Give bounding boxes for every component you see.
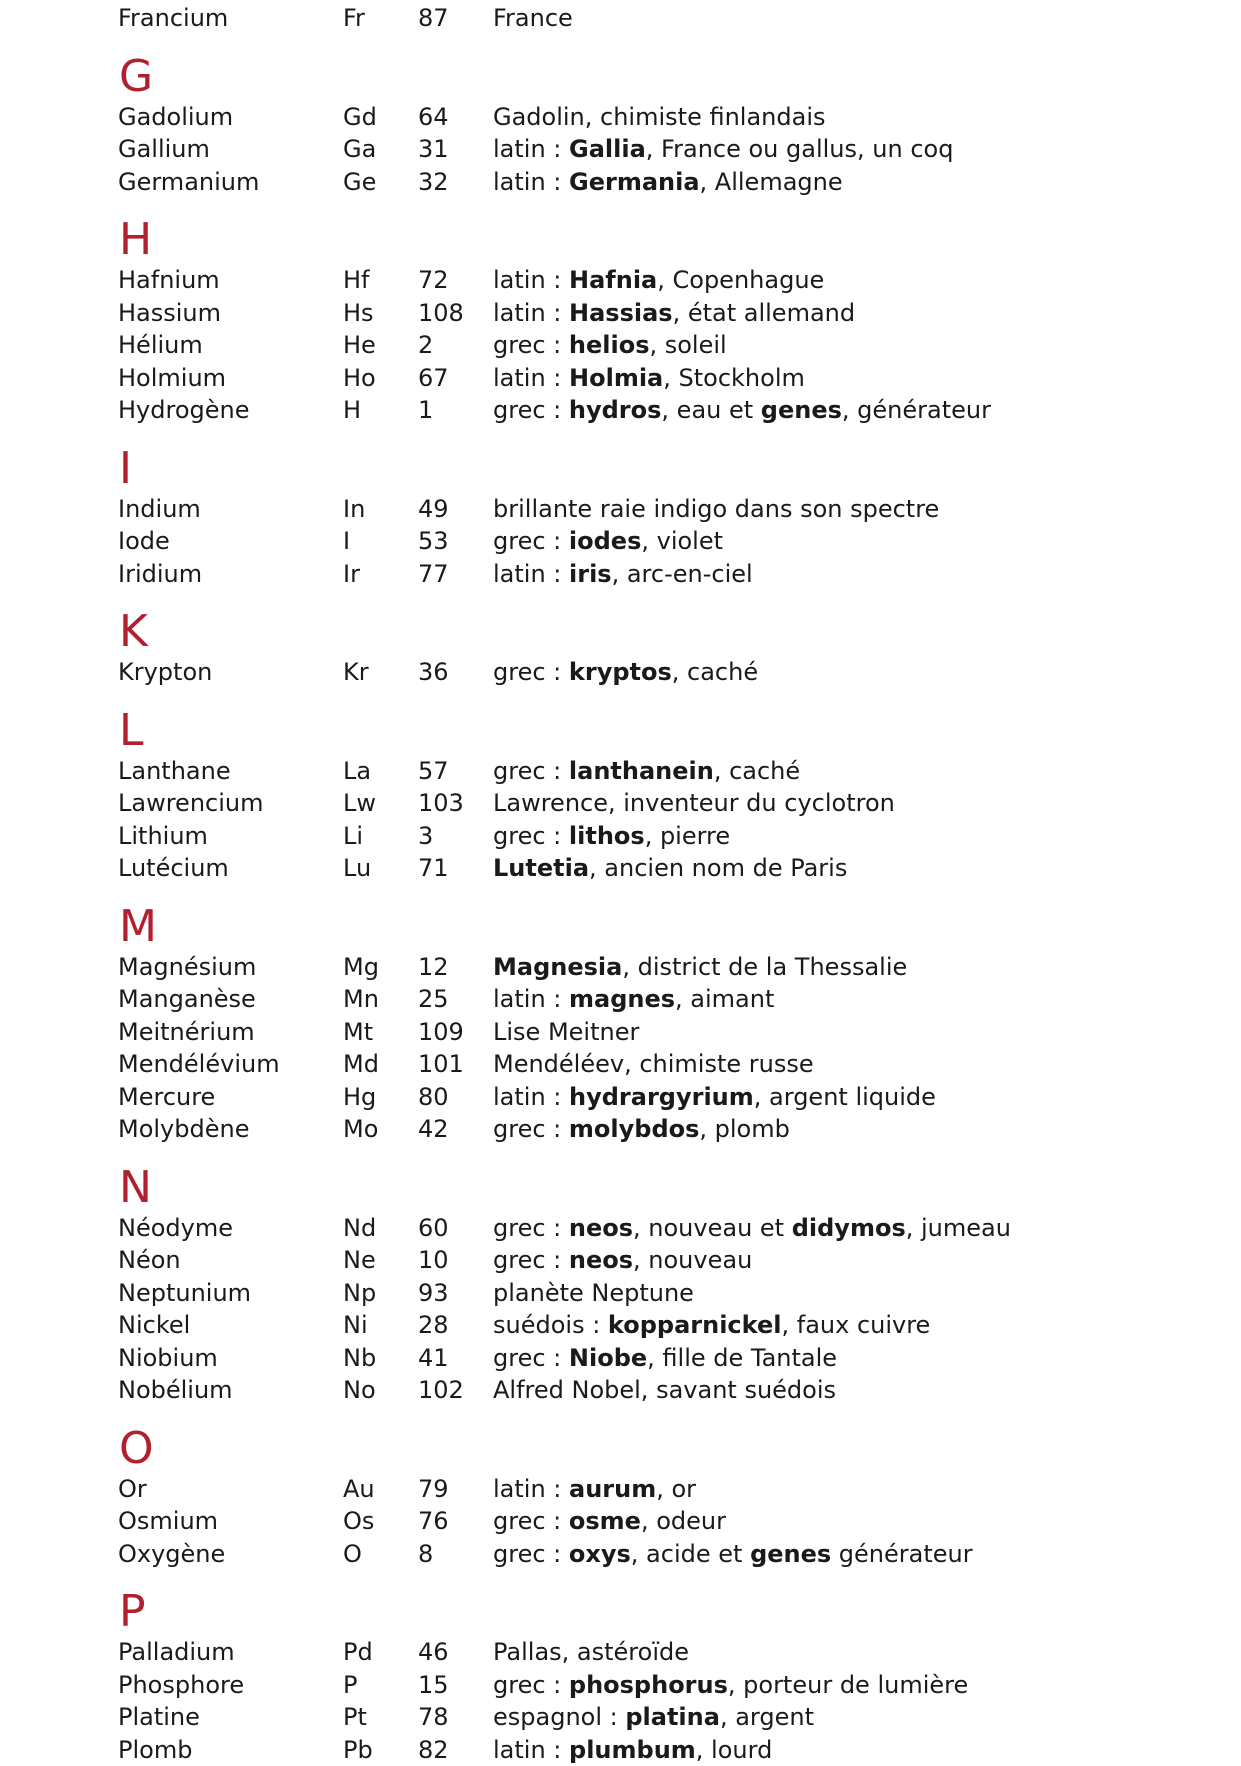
etymology xyxy=(493,1701,1218,1734)
etymology-root-word: hydros xyxy=(569,396,662,424)
element-name: Neptunium xyxy=(118,1277,343,1310)
element-symbol: Lu xyxy=(343,852,418,885)
etymology-root-word: molybdos xyxy=(569,1115,700,1143)
etymology-root-word: platina xyxy=(625,1703,720,1731)
atomic-number: 60 xyxy=(418,1212,493,1245)
atomic-number: 32 xyxy=(418,166,493,199)
element-symbol: Fr xyxy=(343,2,418,35)
element-symbol: Lw xyxy=(343,787,418,820)
etymology xyxy=(493,1505,1218,1538)
etymology-text: planète Neptune xyxy=(493,1279,694,1307)
atomic-number: 36 xyxy=(418,656,493,689)
section-letter: L xyxy=(118,709,1218,755)
etymology-text: grec : xyxy=(493,1214,569,1242)
element-name: Magnésium xyxy=(118,951,343,984)
etymology xyxy=(493,983,1218,1016)
etymology xyxy=(493,264,1218,297)
element-row xyxy=(118,656,1218,689)
etymology-root-word: hydrargyrium xyxy=(569,1083,754,1111)
etymology-text: France xyxy=(493,4,573,32)
section-letter: H xyxy=(118,218,1218,264)
etymology-text: , aimant xyxy=(675,985,774,1013)
element-name: Nickel xyxy=(118,1309,343,1342)
element-row xyxy=(118,493,1218,526)
etymology-root-word: genes xyxy=(761,396,842,424)
element-name: Iridium xyxy=(118,558,343,591)
element-row xyxy=(118,983,1218,1016)
etymology-text: , or xyxy=(656,1475,696,1503)
etymology-text: latin : xyxy=(493,1475,569,1503)
etymology-root-word: Hassias xyxy=(569,299,673,327)
element-symbol: Np xyxy=(343,1277,418,1310)
etymology-root-word: helios xyxy=(569,331,650,359)
element-row xyxy=(118,1669,1218,1702)
etymology-text: latin : xyxy=(493,985,569,1013)
element-row xyxy=(118,1734,1218,1766)
atomic-number: 3 xyxy=(418,820,493,853)
element-row xyxy=(118,1212,1218,1245)
etymology-text: , ancien nom de Paris xyxy=(589,854,847,882)
etymology-text: latin : xyxy=(493,135,569,163)
section-k xyxy=(118,610,1218,689)
element-row xyxy=(118,1309,1218,1342)
element-symbol: Nb xyxy=(343,1342,418,1375)
etymology xyxy=(493,1342,1218,1375)
etymology-text: , argent liquide xyxy=(754,1083,936,1111)
etymology-text: grec : xyxy=(493,396,569,424)
section-letter: I xyxy=(118,447,1218,493)
element-row xyxy=(118,951,1218,984)
etymology-text: latin : xyxy=(493,1083,569,1111)
etymology xyxy=(493,133,1218,166)
etymology-text: latin : xyxy=(493,266,569,294)
etymology-text: grec : xyxy=(493,822,569,850)
etymology xyxy=(493,297,1218,330)
element-name: Iode xyxy=(118,525,343,558)
atomic-number: 28 xyxy=(418,1309,493,1342)
element-symbol: Md xyxy=(343,1048,418,1081)
element-symbol: Ni xyxy=(343,1309,418,1342)
element-row xyxy=(118,852,1218,885)
atomic-number: 72 xyxy=(418,264,493,297)
etymology-text: générateur xyxy=(831,1540,972,1568)
element-name: Hydrogène xyxy=(118,394,343,427)
atomic-number: 101 xyxy=(418,1048,493,1081)
atomic-number: 82 xyxy=(418,1734,493,1766)
etymology-root-word: neos xyxy=(569,1214,633,1242)
element-name: Molybdène xyxy=(118,1113,343,1146)
element-row xyxy=(118,297,1218,330)
section-g xyxy=(118,55,1218,199)
element-symbol: P xyxy=(343,1669,418,1702)
etymology xyxy=(493,1277,1218,1310)
element-row xyxy=(118,2,1218,35)
element-symbol: O xyxy=(343,1538,418,1571)
element-name: Platine xyxy=(118,1701,343,1734)
section-letter: N xyxy=(118,1166,1218,1212)
etymology-text: latin : xyxy=(493,168,569,196)
element-symbol: Pb xyxy=(343,1734,418,1766)
element-symbol: Ge xyxy=(343,166,418,199)
element-name: Or xyxy=(118,1473,343,1506)
etymology-text: , jumeau xyxy=(906,1214,1011,1242)
element-row xyxy=(118,1081,1218,1114)
element-row xyxy=(118,1342,1218,1375)
element-name: Hafnium xyxy=(118,264,343,297)
element-name: Krypton xyxy=(118,656,343,689)
etymology xyxy=(493,951,1218,984)
atomic-number: 108 xyxy=(418,297,493,330)
etymology-root-word: Holmia xyxy=(569,364,663,392)
etymology-text: , Copenhague xyxy=(657,266,824,294)
etymology xyxy=(493,329,1218,362)
element-name: Palladium xyxy=(118,1636,343,1669)
etymology xyxy=(493,852,1218,885)
atomic-number: 1 xyxy=(418,394,493,427)
etymology-text: , porteur de lumière xyxy=(728,1671,968,1699)
atomic-number: 2 xyxy=(418,329,493,362)
etymology xyxy=(493,362,1218,395)
element-symbol: Ho xyxy=(343,362,418,395)
element-symbol: Ir xyxy=(343,558,418,591)
atomic-number: 53 xyxy=(418,525,493,558)
etymology-text: , district de la Thessalie xyxy=(622,953,907,981)
etymology-root-word: genes xyxy=(750,1540,831,1568)
element-row xyxy=(118,525,1218,558)
etymology-text: grec : xyxy=(493,1246,569,1274)
atomic-number: 77 xyxy=(418,558,493,591)
section-letter: P xyxy=(118,1590,1218,1636)
etymology-text: , France ou gallus, un coq xyxy=(646,135,954,163)
section-letter: G xyxy=(118,55,1218,101)
etymology xyxy=(493,820,1218,853)
etymology xyxy=(493,1113,1218,1146)
etymology xyxy=(493,1081,1218,1114)
element-name: Néon xyxy=(118,1244,343,1277)
etymology-root-word: aurum xyxy=(569,1475,656,1503)
etymology xyxy=(493,1669,1218,1702)
etymology-root-word: Lutetia xyxy=(493,854,589,882)
etymology-root-word: neos xyxy=(569,1246,633,1274)
etymology-root-word: lanthanein xyxy=(569,757,714,785)
section-h xyxy=(118,218,1218,427)
etymology-text: grec : xyxy=(493,1671,569,1699)
element-row xyxy=(118,1244,1218,1277)
atomic-number: 10 xyxy=(418,1244,493,1277)
section-m xyxy=(118,905,1218,1146)
element-symbol: Ne xyxy=(343,1244,418,1277)
etymology-text: Gadolin, chimiste finlandais xyxy=(493,103,825,131)
element-row xyxy=(118,101,1218,134)
element-row xyxy=(118,329,1218,362)
etymology-text: , eau et xyxy=(661,396,760,424)
element-name: Néodyme xyxy=(118,1212,343,1245)
element-row xyxy=(118,755,1218,788)
element-row xyxy=(118,166,1218,199)
element-name: Hélium xyxy=(118,329,343,362)
element-row xyxy=(118,1636,1218,1669)
etymology-text: grec : xyxy=(493,757,569,785)
element-row xyxy=(118,1505,1218,1538)
section-letter: O xyxy=(118,1427,1218,1473)
etymology xyxy=(493,656,1218,689)
etymology-root-word: oxys xyxy=(569,1540,631,1568)
atomic-number: 79 xyxy=(418,1473,493,1506)
etymology xyxy=(493,101,1218,134)
etymology-root-word: kryptos xyxy=(569,658,672,686)
element-symbol: He xyxy=(343,329,418,362)
element-symbol: Kr xyxy=(343,656,418,689)
section-n xyxy=(118,1166,1218,1407)
etymology-text: grec : xyxy=(493,1344,569,1372)
etymology xyxy=(493,1309,1218,1342)
atomic-number: 93 xyxy=(418,1277,493,1310)
element-name: Manganèse xyxy=(118,983,343,1016)
etymology-text: , violet xyxy=(641,527,723,555)
element-row xyxy=(118,558,1218,591)
atomic-number: 64 xyxy=(418,101,493,134)
etymology-text: suédois : xyxy=(493,1311,608,1339)
atomic-number: 102 xyxy=(418,1374,493,1407)
element-symbol: No xyxy=(343,1374,418,1407)
atomic-number: 49 xyxy=(418,493,493,526)
etymology-text: Alfred Nobel, savant suédois xyxy=(493,1376,836,1404)
atomic-number: 80 xyxy=(418,1081,493,1114)
atomic-number: 42 xyxy=(418,1113,493,1146)
etymology xyxy=(493,787,1218,820)
element-row xyxy=(118,264,1218,297)
element-symbol: Pd xyxy=(343,1636,418,1669)
element-symbol: In xyxy=(343,493,418,526)
etymology-text: , soleil xyxy=(649,331,726,359)
element-symbol: Mn xyxy=(343,983,418,1016)
etymology-text: grec : xyxy=(493,1540,569,1568)
element-symbol: Hs xyxy=(343,297,418,330)
element-name: Mercure xyxy=(118,1081,343,1114)
etymology xyxy=(493,525,1218,558)
element-name: Osmium xyxy=(118,1505,343,1538)
atomic-number: 25 xyxy=(418,983,493,1016)
etymology xyxy=(493,1473,1218,1506)
element-name: Nobélium xyxy=(118,1374,343,1407)
element-name: Holmium xyxy=(118,362,343,395)
etymology-text: , plomb xyxy=(699,1115,789,1143)
etymology-root-word: Niobe xyxy=(569,1344,647,1372)
element-name: Phosphore xyxy=(118,1669,343,1702)
etymology-text: , faux cuivre xyxy=(781,1311,930,1339)
element-name: Oxygène xyxy=(118,1538,343,1571)
etymology xyxy=(493,394,1218,427)
etymology-text: latin : xyxy=(493,1736,569,1764)
etymology-root-word: kopparnickel xyxy=(608,1311,782,1339)
section-p xyxy=(118,1590,1218,1766)
element-name: Lutécium xyxy=(118,852,343,885)
atomic-number: 15 xyxy=(418,1669,493,1702)
element-name: Hassium xyxy=(118,297,343,330)
element-symbol: H xyxy=(343,394,418,427)
element-symbol: La xyxy=(343,755,418,788)
etymology-root-word: Hafnia xyxy=(569,266,657,294)
section-i xyxy=(118,447,1218,591)
atomic-number: 78 xyxy=(418,1701,493,1734)
etymology-text: , Allemagne xyxy=(700,168,843,196)
element-name: Niobium xyxy=(118,1342,343,1375)
atomic-number: 46 xyxy=(418,1636,493,1669)
etymology-text: , fille de Tantale xyxy=(647,1344,837,1372)
etymology xyxy=(493,2,1218,35)
etymology xyxy=(493,493,1218,526)
element-row xyxy=(118,1374,1218,1407)
element-etymology-list xyxy=(118,0,1218,1766)
atomic-number: 67 xyxy=(418,362,493,395)
etymology-text: grec : xyxy=(493,331,569,359)
etymology-root-word: Magnesia xyxy=(493,953,622,981)
etymology-root-word: lithos xyxy=(569,822,645,850)
etymology-text: , générateur xyxy=(842,396,991,424)
etymology-text: grec : xyxy=(493,527,569,555)
etymology-root-word: magnes xyxy=(569,985,675,1013)
etymology xyxy=(493,1734,1218,1766)
section-o xyxy=(118,1427,1218,1571)
etymology-root-word: osme xyxy=(569,1507,641,1535)
etymology-root-word: Gallia xyxy=(569,135,646,163)
element-symbol: Os xyxy=(343,1505,418,1538)
element-name: Gadolium xyxy=(118,101,343,134)
element-symbol: Mt xyxy=(343,1016,418,1049)
etymology-root-word: plumbum xyxy=(569,1736,696,1764)
atomic-number: 57 xyxy=(418,755,493,788)
element-symbol: Li xyxy=(343,820,418,853)
element-symbol: Hg xyxy=(343,1081,418,1114)
etymology-root-word: iodes xyxy=(569,527,641,555)
atomic-number: 71 xyxy=(418,852,493,885)
atomic-number: 8 xyxy=(418,1538,493,1571)
etymology-text: , état allemand xyxy=(673,299,856,327)
element-name: Lanthane xyxy=(118,755,343,788)
etymology-text: brillante raie indigo dans son spectre xyxy=(493,495,939,523)
element-name: Indium xyxy=(118,493,343,526)
element-row xyxy=(118,133,1218,166)
element-name: Meitnérium xyxy=(118,1016,343,1049)
etymology-text: , odeur xyxy=(641,1507,726,1535)
element-name: Lithium xyxy=(118,820,343,853)
element-row xyxy=(118,362,1218,395)
etymology-text: , nouveau xyxy=(633,1246,752,1274)
etymology-text: , caché xyxy=(672,658,758,686)
etymology-text: Lise Meitner xyxy=(493,1018,639,1046)
element-row xyxy=(118,820,1218,853)
element-row xyxy=(118,1538,1218,1571)
section-continued xyxy=(118,2,1218,35)
etymology-text: , caché xyxy=(714,757,800,785)
etymology-text: Pallas, astéroïde xyxy=(493,1638,689,1666)
etymology-root-word: didymos xyxy=(792,1214,906,1242)
element-symbol: Au xyxy=(343,1473,418,1506)
etymology-text: , arc-en-ciel xyxy=(612,560,753,588)
etymology-text: , nouveau et xyxy=(633,1214,792,1242)
section-letter: K xyxy=(118,610,1218,656)
element-name: Gallium xyxy=(118,133,343,166)
element-symbol: Pt xyxy=(343,1701,418,1734)
etymology-text: , Stockholm xyxy=(663,364,805,392)
etymology xyxy=(493,1636,1218,1669)
etymology xyxy=(493,1212,1218,1245)
element-row xyxy=(118,1277,1218,1310)
etymology-text: , acide et xyxy=(631,1540,750,1568)
etymology xyxy=(493,1048,1218,1081)
element-row xyxy=(118,1048,1218,1081)
etymology-text: latin : xyxy=(493,299,569,327)
etymology xyxy=(493,1538,1218,1571)
etymology-text: , argent xyxy=(720,1703,814,1731)
atomic-number: 12 xyxy=(418,951,493,984)
etymology xyxy=(493,1374,1218,1407)
atomic-number: 41 xyxy=(418,1342,493,1375)
etymology-text: latin : xyxy=(493,364,569,392)
element-row xyxy=(118,1113,1218,1146)
section-letter: M xyxy=(118,905,1218,951)
element-symbol: Ga xyxy=(343,133,418,166)
atomic-number: 87 xyxy=(418,2,493,35)
element-row xyxy=(118,394,1218,427)
element-name: Lawrencium xyxy=(118,787,343,820)
element-symbol: Mg xyxy=(343,951,418,984)
etymology xyxy=(493,1244,1218,1277)
etymology-root-word: Germania xyxy=(569,168,700,196)
element-row xyxy=(118,1701,1218,1734)
etymology-text: Mendéléev, chimiste russe xyxy=(493,1050,814,1078)
etymology xyxy=(493,755,1218,788)
etymology-text: grec : xyxy=(493,1507,569,1535)
element-symbol: Mo xyxy=(343,1113,418,1146)
etymology xyxy=(493,166,1218,199)
element-symbol: Nd xyxy=(343,1212,418,1245)
etymology xyxy=(493,1016,1218,1049)
element-row xyxy=(118,787,1218,820)
element-name: Mendélévium xyxy=(118,1048,343,1081)
atomic-number: 76 xyxy=(418,1505,493,1538)
etymology-text: espagnol : xyxy=(493,1703,625,1731)
etymology-text: latin : xyxy=(493,560,569,588)
element-name: Germanium xyxy=(118,166,343,199)
element-name: Francium xyxy=(118,2,343,35)
etymology-text: Lawrence, inventeur du cyclotron xyxy=(493,789,895,817)
etymology-root-word: iris xyxy=(569,560,612,588)
etymology-text: , pierre xyxy=(645,822,730,850)
etymology xyxy=(493,558,1218,591)
etymology-text: grec : xyxy=(493,658,569,686)
element-row xyxy=(118,1473,1218,1506)
element-symbol: Hf xyxy=(343,264,418,297)
element-symbol: I xyxy=(343,525,418,558)
element-name: Plomb xyxy=(118,1734,343,1766)
element-symbol: Gd xyxy=(343,101,418,134)
etymology-text: , lourd xyxy=(696,1736,773,1764)
section-l xyxy=(118,709,1218,885)
etymology-root-word: phosphorus xyxy=(569,1671,728,1699)
atomic-number: 31 xyxy=(418,133,493,166)
element-row xyxy=(118,1016,1218,1049)
etymology-text: grec : xyxy=(493,1115,569,1143)
atomic-number: 109 xyxy=(418,1016,493,1049)
atomic-number: 103 xyxy=(418,787,493,820)
